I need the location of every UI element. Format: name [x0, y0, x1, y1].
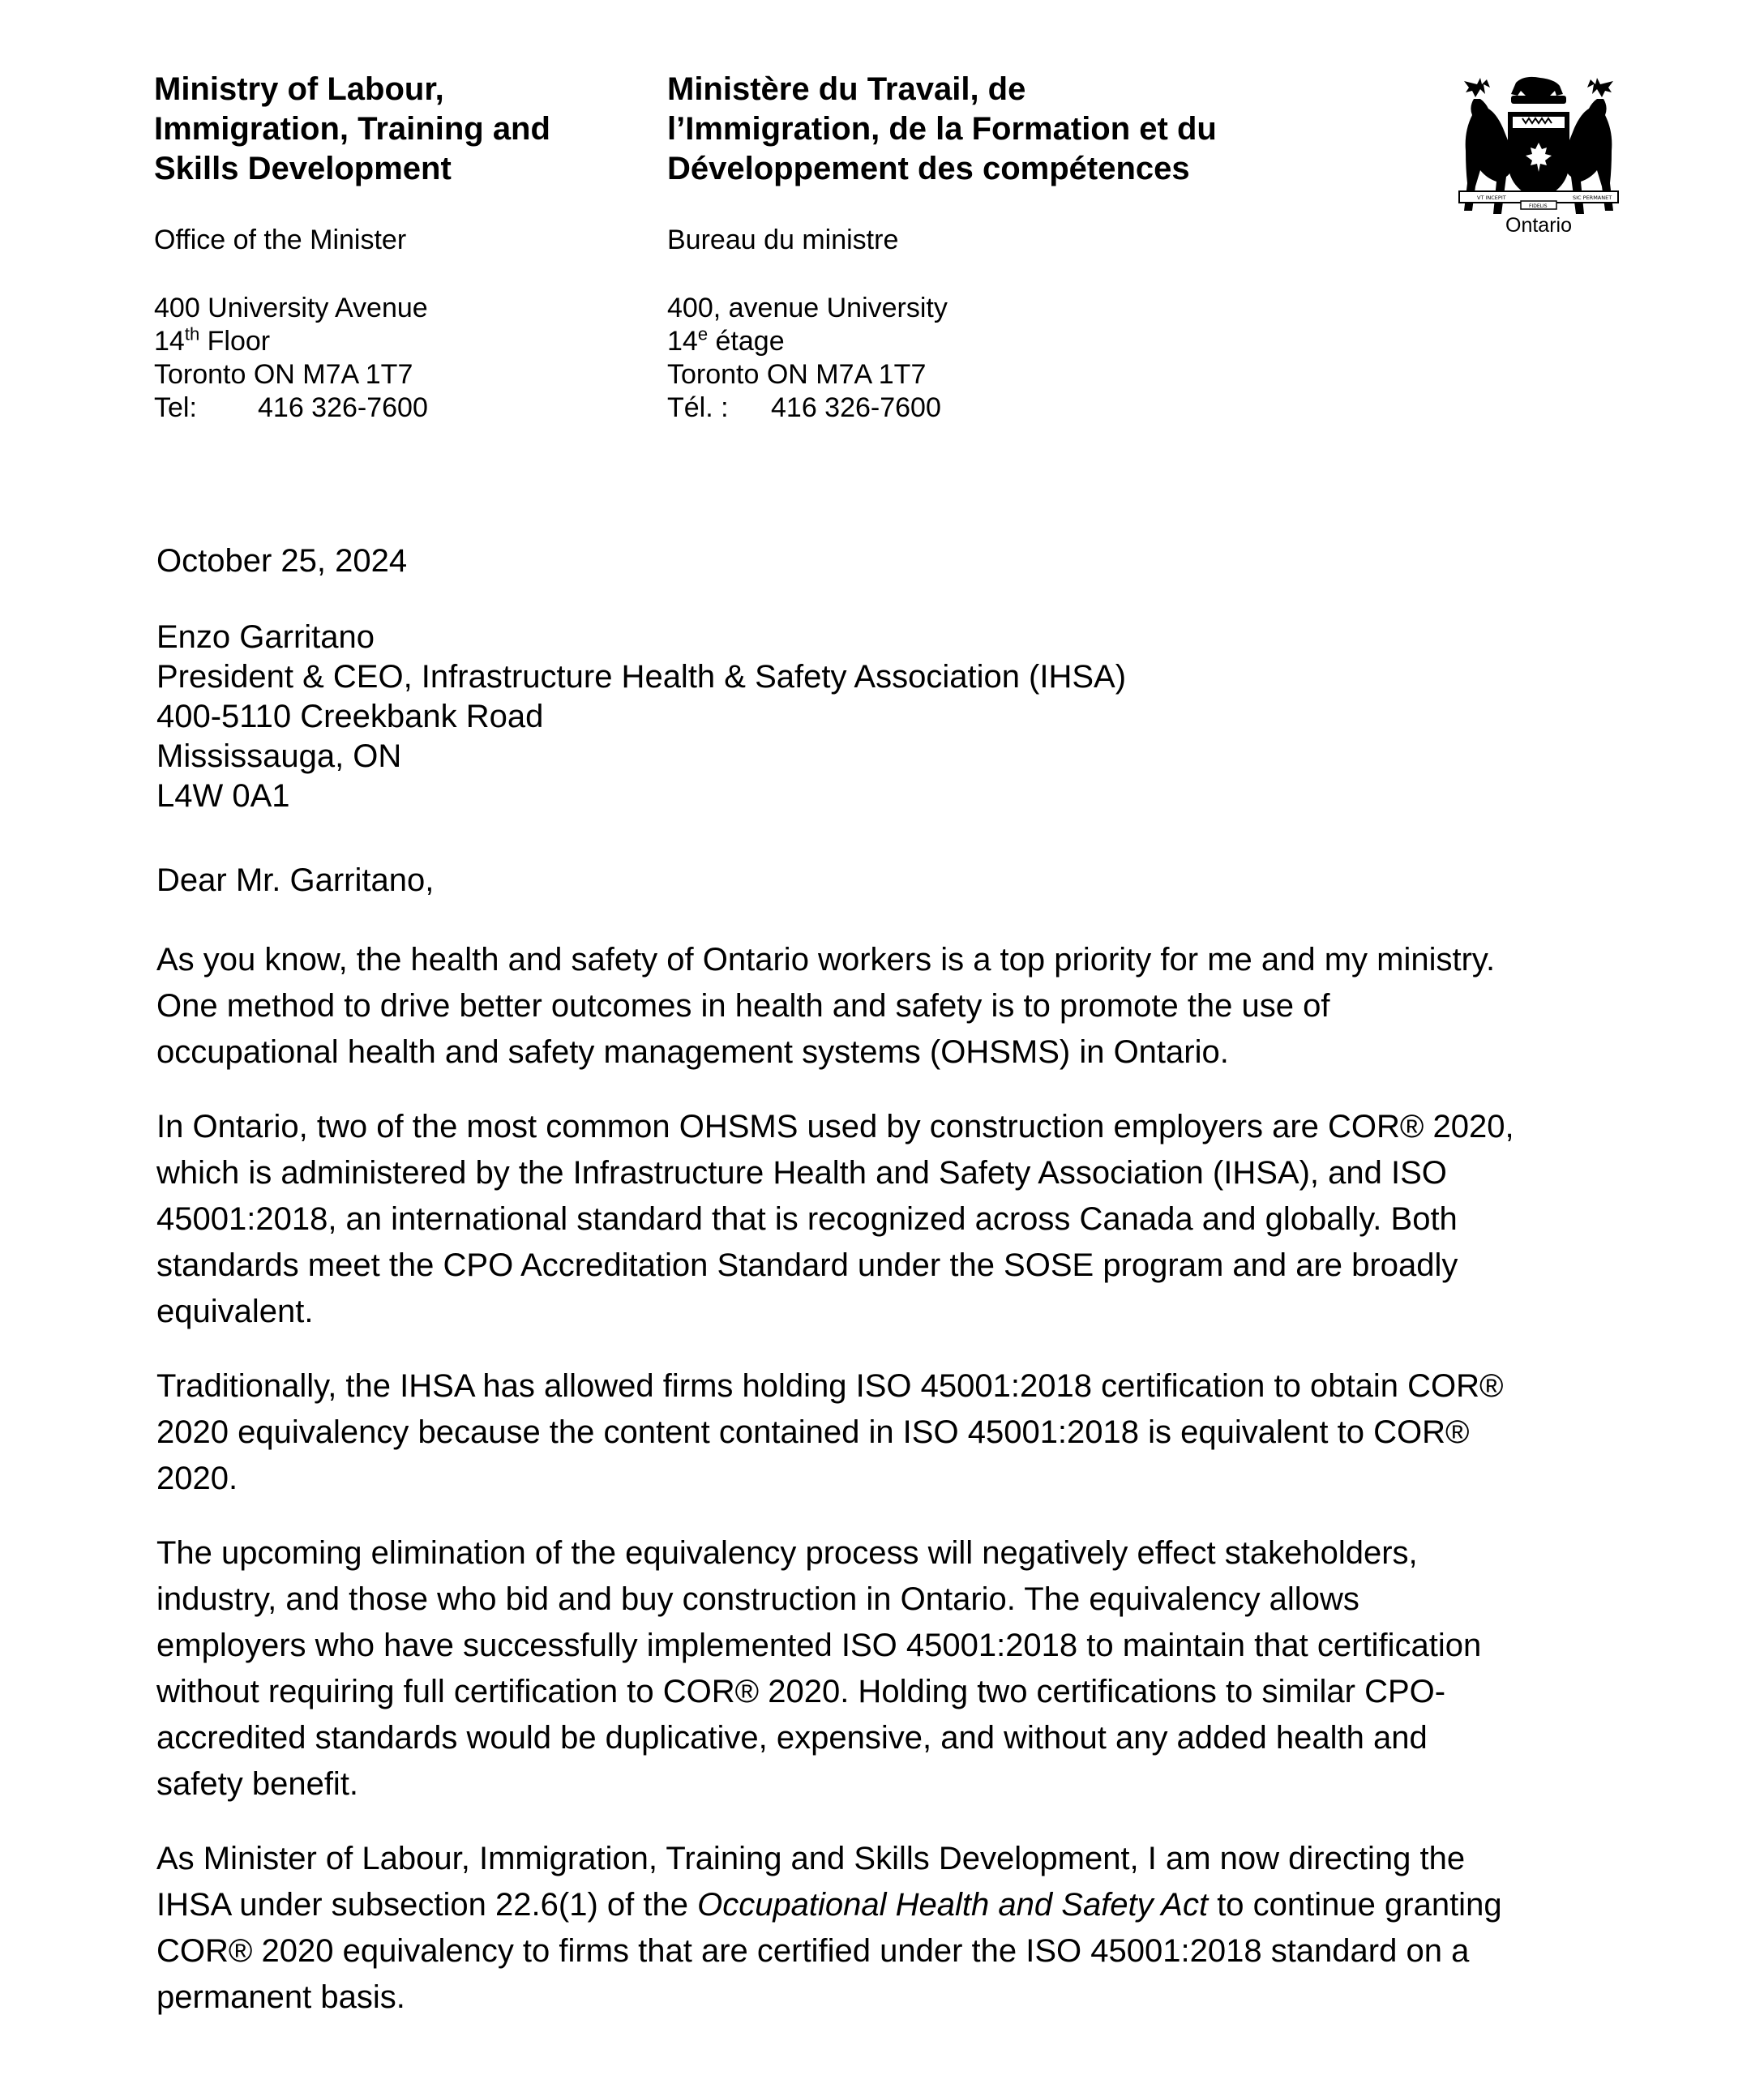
street-en: 400 University Avenue — [154, 293, 428, 323]
paragraph-3: Traditionally, the IHSA has allowed firms holding ISO 45001:2018 certification to obtain COR® 2020 equivalency because the content contained in ISO 45001:2018 is equivalent to COR® 2020. — [156, 1368, 1504, 1496]
ontario-wordmark: Ontario — [1505, 214, 1572, 237]
ontario-coat-of-arms-icon — [1453, 71, 1625, 243]
office-name-en: Office of the Minister — [154, 225, 407, 255]
floor-fr: 14e étage — [667, 323, 785, 357]
recipient-name: Enzo Garritano — [156, 619, 375, 655]
letter-date: October 25, 2024 — [156, 543, 408, 579]
recipient-address — [156, 618, 1126, 816]
paragraph-2: In Ontario, two of the most common OHSMS used by construction employers are COR® 2020, which is administered by the Infrastructure Health and Safety Association (IHSA), and ISO 45001:2018, an international standard that is recognized across Canada and globally. Both standards meet the CPO Accreditation Standard under the SOSE program and are broadly equivalent. — [156, 1109, 1514, 1329]
svg-text:SIC PERMANET: SIC PERMANET — [1573, 195, 1612, 201]
salutation: Dear Mr. Garritano, — [156, 862, 435, 898]
address-fr — [667, 292, 948, 425]
act-title: Occupational Health and Safety Act — [697, 1887, 1209, 1923]
paragraph-4: The upcoming elimination of the equivalency process will negatively effect stakeholders, industry, and those who bid and buy construction in Ontario. The equivalency allows employers who have successfully implemented ISO 45001:2018 to maintain that certification without requiring full certification to COR® 2020. Holding two certifications to similar CPO- accredited standards would be duplicative, expensive, and without any added health and safety benefit. — [156, 1535, 1482, 1802]
phone-fr: Tél. : 416 326-7600 — [667, 392, 941, 423]
street-fr: 400, avenue University — [667, 293, 948, 323]
office-name-fr: Bureau du ministre — [667, 225, 899, 255]
letterhead-fr — [667, 70, 1217, 189]
recipient-street: 400-5110 Creekbank Road — [156, 699, 544, 734]
address-en — [154, 292, 428, 425]
paragraph-5: As Minister of Labour, Immigration, Training and Skills Development, I am now directing the IHSA under subsection 22.6(1) of the Occupational Health and Safety Act to continue granting COR® 2020 equivalency to firms that are certified under the ISO 45001:2018 standard on a permanent basis. — [156, 1841, 1502, 2015]
ministry-name-fr: Ministère du Travail, de l’Immigration, de la Formation et du Développement des compétences — [667, 71, 1217, 186]
recipient-postal: L4W 0A1 — [156, 778, 290, 814]
paragraph-1: As you know, the health and safety of Ontario workers is a top priority for me and my ministry. One method to drive better outcomes in health and safety is to promote the use of occupational health and safety management systems (OHSMS) in Ontario. — [156, 942, 1496, 1070]
recipient-city: Mississauga, ON — [156, 738, 402, 774]
phone-en: Tel: 416 326-7600 — [154, 392, 428, 423]
city-en: Toronto ON M7A 1T7 — [154, 359, 413, 390]
svg-text:VT INCEPIT: VT INCEPIT — [1477, 195, 1506, 201]
svg-text:FIDELIS: FIDELIS — [1529, 203, 1548, 209]
floor-en: 14th Floor — [154, 323, 271, 357]
letterhead-en — [154, 70, 550, 189]
city-fr: Toronto ON M7A 1T7 — [667, 359, 927, 390]
recipient-title: President & CEO, Infrastructure Health & Safety Association (IHSA) — [156, 659, 1127, 695]
ministry-name-en: Ministry of Labour, Immigration, Training and Skills Development — [154, 71, 550, 186]
